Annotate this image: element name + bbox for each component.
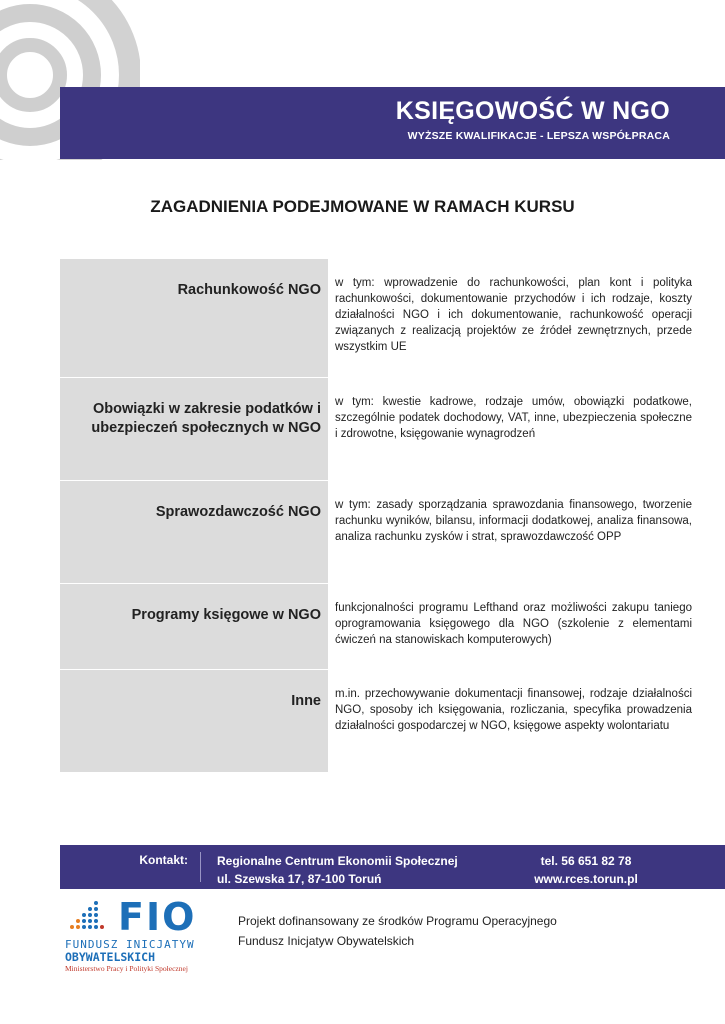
logo-mark: FIO xyxy=(118,895,197,939)
header-banner xyxy=(60,87,725,159)
contact-label: Kontakt: xyxy=(139,853,188,867)
table-row xyxy=(60,378,695,481)
topic-name: Sprawozdawczość NGO xyxy=(60,481,328,584)
funding-note xyxy=(238,911,557,951)
organization-address: ul. Szewska 17, 87-100 Toruń xyxy=(217,872,382,886)
table-row xyxy=(60,481,695,584)
topic-description: w tym: wprowadzenie do rachunkowości, plan kont i polityka rachunkowości, dokumentowanie przychodów i ich rodzaje, koszty działalności NGO i ich dokumentowanie, rachunkowość operacji związanych z realizacją projektów ze źródeł zewnętrznych, przede wszystkim UE xyxy=(335,277,692,353)
table-row xyxy=(60,584,695,670)
topic-name: Obowiązki w zakresie podatków i ubezpieczeń społecznych w NGO xyxy=(60,378,328,481)
topic-name: Inne xyxy=(60,670,328,773)
funding-note-line2: Fundusz Inicjatyw Obywatelskich xyxy=(238,934,415,948)
topic-description: funkcjonalności programu Lefthand oraz możliwości zakupu taniego oprogramowania księgowego dla NGO (szkolenie z elementami ćwiczeń na stanowiskach komputerowych) xyxy=(335,602,692,646)
logo-text-line3: Ministerstwo Pracy i Polityki Społecznej xyxy=(65,964,188,973)
topic-description: m.in. przechowywanie dokumentacji finansowej, rodzaje działalności NGO, sposoby ich księgowania, rozliczania, specyfika prowadzenia działalności gospodarczej w NGO, księgowe aspekty wolontariatu xyxy=(335,688,692,732)
contact-organization xyxy=(217,852,458,888)
dots-pattern-icon xyxy=(66,899,106,933)
funding-note-line1: Projekt dofinansowany ze środków Programu Operacyjnego xyxy=(238,914,557,928)
topic-name: Programy księgowe w NGO xyxy=(60,584,328,670)
phone-number: tel. 56 651 82 78 xyxy=(540,854,632,868)
logo-text-line1: FUNDUSZ INICJATYW xyxy=(65,938,195,951)
table-row xyxy=(60,259,695,378)
topic-name: Rachunkowość NGO xyxy=(60,259,328,378)
topic-description: w tym: zasady sporządzania sprawozdania finansowego, tworzenie rachunku wyników, bilansu, informacji dodatkowej, analiza finansowa, analiza rachunku zysków i strat, sprawozdawczość OPP xyxy=(335,499,692,543)
table-row xyxy=(60,670,695,773)
section-heading: ZAGADNIENIA PODEJMOWANE W RAMACH KURSU xyxy=(150,197,575,216)
logo-text-line2: OBYWATELSKICH xyxy=(65,950,156,964)
fio-logo xyxy=(62,895,202,975)
website-link[interactable]: www.rces.torun.pl xyxy=(534,872,638,886)
topics-table xyxy=(60,259,695,773)
topic-description: w tym: kwestie kadrowe, rodzaje umów, obowiązki podatkowe, szczególnie podatek dochodowy, VAT, inne, ubezpieczenia społeczne i zdrowotne, księgowanie wynagrodzeń xyxy=(335,396,692,440)
document-title: KSIĘGOWOŚĆ W NGO xyxy=(395,97,670,125)
contact-details xyxy=(526,852,646,888)
contact-bar xyxy=(60,845,725,889)
organization-name: Regionalne Centrum Ekonomii Społecznej xyxy=(217,854,458,868)
document-subtitle: WYŻSZE KWALIFIKACJE - LEPSZA WSPÓŁPRACA xyxy=(407,130,670,142)
contact-divider xyxy=(200,852,201,882)
